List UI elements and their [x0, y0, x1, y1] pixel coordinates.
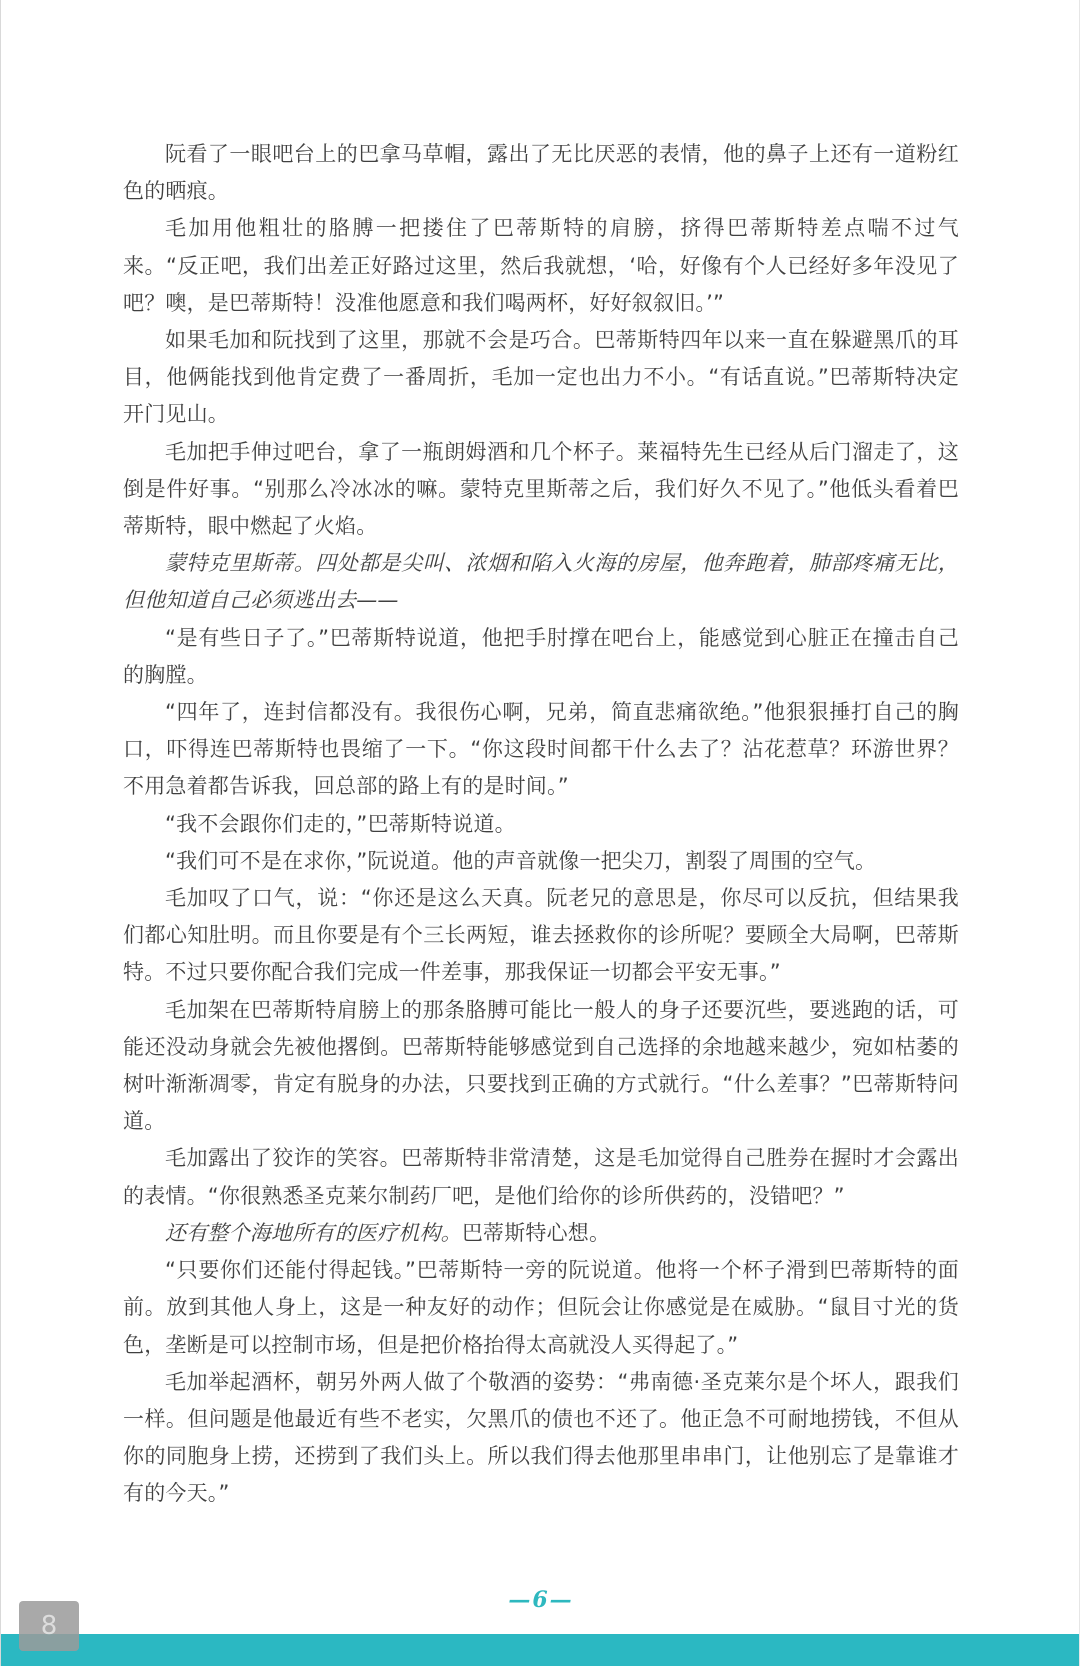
paragraph-15: 毛加举起酒杯，朝另外两人做了个敬酒的姿势：“弗南德·圣克莱尔是个坏人，跟我们一样。但问题是他最近有些不老实，欠黑爪的债也不还了。他正急不可耐地捞钱，不但从你的同胞身上捞，还捞到了我们头上。所以我们得去他那里串串门，让他别忘了是靠谁才有的今天。” — [123, 1369, 959, 1506]
paragraph-5-flashback: 蒙特克里斯蒂。四处都是尖叫、浓烟和陷入火海的房屋，他奔跑着，肺部疼痛无比，但他知道自己必须逃出去—— — [123, 551, 959, 613]
chapter-body — [123, 136, 959, 1513]
paragraph-14: “只要你们还能付得起钱。”巴蒂斯特一旁的阮说道。他将一个杯子滑到巴蒂斯特的面前。放到其他人身上，这是一种友好的动作；但阮会让你感觉是在威胁。“鼠目寸光的货色，垄断是可以控制市场，但是把价格抬得太高就没人买得起了。” — [123, 1258, 959, 1357]
thought-italic-text: 还有整个海地所有的医疗机构。 — [165, 1220, 462, 1245]
paragraph-4: 毛加把手伸过吧台，拿了一瓶朗姆酒和几个杯子。莱福特先生已经从后门溜走了，这倒是件好事。“别那么冷冰冰的嘛。蒙特克里斯蒂之后，我们好久不见了。”他低头看着巴蒂斯特，眼中燃起了火焰。 — [123, 439, 959, 539]
page-number: —6— — [508, 1587, 574, 1613]
paragraph-8: “我不会跟你们走的，”巴蒂斯特说道。 — [165, 811, 516, 836]
paragraph-13-thought — [123, 1215, 959, 1252]
thought-attribution: 巴蒂斯特心想。 — [461, 1220, 611, 1245]
paragraph-10: 毛加叹了口气，说：“你还是这么天真。阮老兄的意思是，你尽可以反抗，但结果我们都心知肚明。而且你要是有个三长两短，谁去拯救你的诊所呢？要顾全大局啊，巴蒂斯特。不过只要你配合我们完成一件差事，那我保证一切都会平安无事。” — [123, 886, 959, 985]
paragraph-2: 毛加用他粗壮的胳膊一把搂住了巴蒂斯特的肩膀，挤得巴蒂斯特差点喘不过气来。“反正吧，我们出差正好路过这里，然后我就想，‘哈，好像有个人已经好多年没见了吧？噢，是巴蒂斯特！没准他愿意和我们喝两杯，好好叙叙旧。’” — [123, 216, 959, 315]
page-indicator-badge[interactable]: 8 — [19, 1601, 79, 1651]
paragraph-7: “四年了，连封信都没有。我很伤心啊，兄弟，简直悲痛欲绝。”他狠狠捶打自己的胸口，吓得连巴蒂斯特也畏缩了一下。“你这段时间都干什么去了？沾花惹草？环游世界？不用急着都告诉我，回总部的路上有的是时间。” — [123, 700, 959, 799]
footer-accent-bar — [1, 1634, 1080, 1666]
paragraph-12: 毛加露出了狡诈的笑容。巴蒂斯特非常清楚，这是毛加觉得自己胜券在握时才会露出的表情。“你很熟悉圣克莱尔制药厂吧，是他们给你的诊所供药的，没错吧？” — [123, 1146, 959, 1208]
paragraph-9: “我们可不是在求你，”阮说道。他的声音就像一把尖刀，割裂了周围的空气。 — [165, 848, 877, 873]
paragraph-11: 毛加架在巴蒂斯特肩膀上的那条胳膊可能比一般人的身子还要沉些，要逃跑的话，可能还没动身就会先被他撂倒。巴蒂斯特能够感觉到自己选择的余地越来越少，宛如枯萎的树叶渐渐凋零，肯定有脱身的办法，只要找到正确的方式就行。“什么差事？”巴蒂斯特问道。 — [123, 997, 959, 1134]
paragraph-6: “是有些日子了。”巴蒂斯特说道，他把手肘撑在吧台上，能感觉到心脏正在撞击自己的胸膛。 — [123, 625, 959, 687]
paragraph-3: 如果毛加和阮找到了这里，那就不会是巧合。巴蒂斯特四年以来一直在躲避黑爪的耳目，他俩能找到他肯定费了一番周折，毛加一定也出力不小。“有话直说。”巴蒂斯特决定开门见山。 — [123, 328, 959, 427]
paragraph-1: 阮看了一眼吧台上的巴拿马草帽，露出了无比厌恶的表情，他的鼻子上还有一道粉红色的晒痕。 — [123, 142, 959, 204]
